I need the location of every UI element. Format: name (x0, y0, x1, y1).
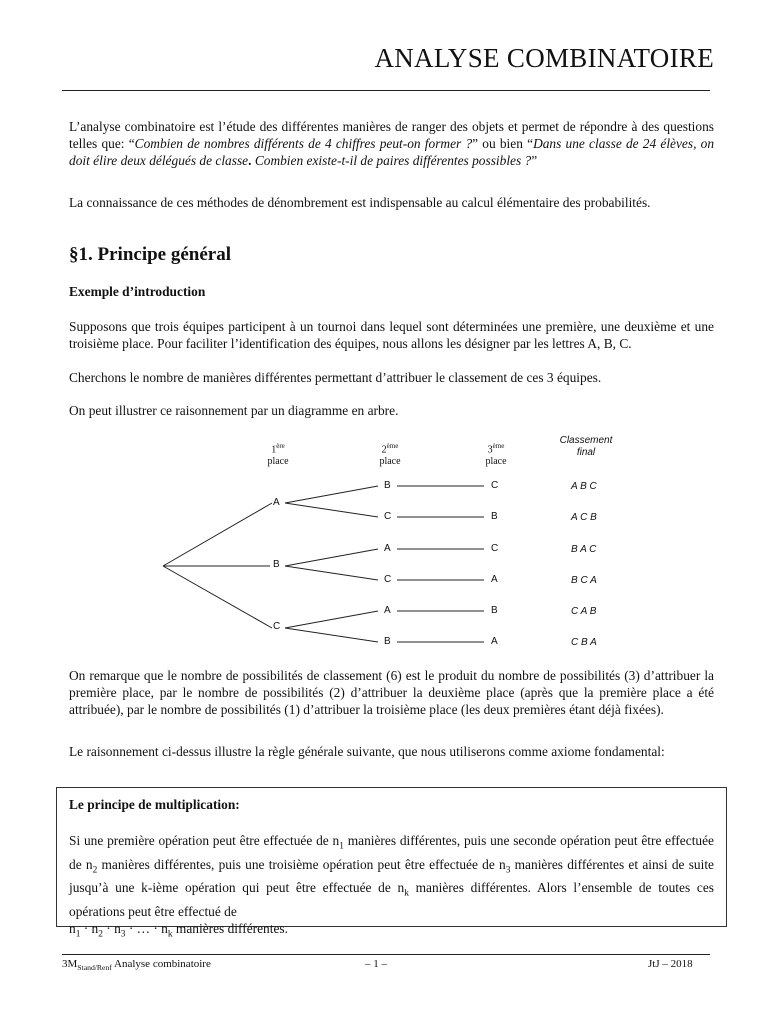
edge-A-B (285, 486, 378, 503)
principle-title: Le principe de multiplication: (69, 797, 240, 812)
tree-col-header-1: 1ère place (267, 442, 289, 468)
tree-node-l2: A (384, 543, 391, 554)
tree-node-l3: C (491, 480, 499, 491)
example-paragraph-1: Supposons que trois équipes participent à un tournoi dans lequel sont déterminées une première, une deuxième et une troisième place. Pour faciliter l’identification des équipes, nous allons les désigner par les lettres A, B, C. (69, 319, 714, 351)
edge-C-B (285, 628, 378, 642)
tree-node-l1: B (273, 559, 280, 570)
tree-node-l3: A (491, 636, 498, 647)
example-paragraph-2: Cherchons le nombre de manières différentes permettant d’attribuer le classement de ces 3 équipes. (69, 370, 602, 385)
page-number: – 1 – (365, 958, 387, 970)
tree-col-header-4: Classement final (559, 435, 613, 458)
tree-node-l3: B (491, 605, 498, 616)
subsection-heading: Exemple d’introduction (69, 284, 206, 299)
tree-result: C A B (571, 606, 597, 617)
edge-B-C (285, 566, 378, 580)
page-title: ANALYSE COMBINATOIRE (374, 43, 714, 73)
footer-rule (62, 954, 710, 955)
footer-left: $3M_{Stand/Renf}$ Analyse combinatoire (62, 958, 211, 973)
remark-paragraph: On remarque que le nombre de possibilités de classement (6) est le produit du nombre de possibilités (3) d’attribuer la première place, par le nombre de possibilités (2) d’attribuer la deuxième place (après que la première place a été attribuée), par le nombre de possibilités (1) d’attribuer la troisième place (les deux premières étant déjà fixées). (69, 668, 714, 717)
tree-result: C B A (571, 637, 597, 648)
example-paragraph-3: On peut illustrer ce raisonnement par un diagramme en arbre. (69, 403, 399, 418)
section-heading: §1. Principe général (69, 244, 231, 265)
tree-node-l2: C (384, 511, 392, 522)
intro-paragraph-1: L’analyse combinatoire est l’étude des différentes manières de ranger des objets et permet de répondre à des questions telles que: “Combien de nombres différents de 4 chiffres peut-on former ?” ou bien “Dans une classe de 24 élèves, on doit élire deux délégués de classe. Combien existe-t-il de paires différentes possibles ?” (69, 119, 715, 168)
tree-node-l2: A (384, 605, 391, 616)
tree-col-header-3: 3ème place (485, 442, 507, 468)
tree-node-l2: C (384, 574, 392, 585)
edge-B-A (285, 549, 378, 566)
tree-result: B A C (571, 544, 597, 555)
tree-node-l1: A (273, 497, 280, 508)
rule-intro-paragraph: Le raisonnement ci-dessus illustre la règle générale suivante, que nous utiliserons comme axiome fondamental: (69, 744, 665, 759)
edge-root-C (163, 566, 272, 628)
edge-root-A (163, 503, 272, 566)
tree-result: A B C (571, 481, 597, 492)
tree-result: B C A (571, 575, 597, 586)
tree-node-l3: A (491, 574, 498, 585)
tree-node-l2: B (384, 636, 391, 647)
intro-paragraph-2: La connaissance de ces méthodes de dénombrement est indispensable au calcul élémentaire des probabilités. (69, 195, 651, 210)
tree-node-l3: C (491, 543, 499, 554)
principle-text: Si une première opération peut être effectuée de $n_1$ manières différentes, puis une seconde opération peut être effectuée de $n_2$ manières différentes, puis une troisième opération peut être effectuée de $n_3$ manières différentes et ainsi de suite jusqu’à une k-ième opération qui peut être effectuée de $n_k$ manières différentes. Alors l’ensemble de toutes ces opérations peut être effectué de $n_1 \cdot n_2 \cdot n_3$ · … · $n_k$ manières différentes. (69, 833, 714, 940)
edge-C-A (285, 611, 378, 628)
tree-col-header-2: 2ème place (379, 442, 401, 468)
tree-node-l1: C (273, 621, 281, 632)
edge-A-C (285, 503, 378, 517)
footer-right: JtJ – 2018 (648, 958, 693, 970)
tree-node-l2: B (384, 480, 391, 491)
tree-result: A C B (571, 512, 597, 523)
tree-node-l3: B (491, 511, 498, 522)
